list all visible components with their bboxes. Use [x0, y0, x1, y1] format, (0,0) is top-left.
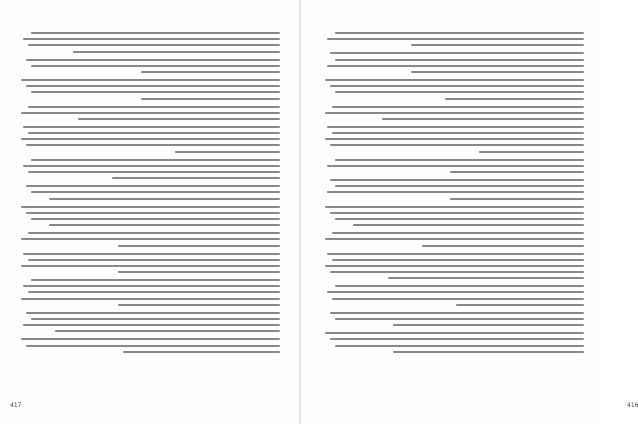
text-line: [31, 191, 280, 193]
text-line: [49, 224, 280, 226]
text-line: [332, 259, 584, 261]
text-line: [26, 212, 280, 214]
text-line: [21, 265, 280, 267]
text-line: [23, 126, 280, 128]
text-line: [49, 198, 280, 200]
text-line: [55, 330, 280, 332]
left-page-number: 417: [10, 402, 22, 409]
text-line: [141, 71, 280, 73]
text-line: [21, 138, 280, 140]
text-line: [330, 144, 584, 146]
text-line: [353, 224, 584, 226]
text-line: [23, 324, 280, 326]
text-line: [325, 332, 584, 334]
text-line: [330, 212, 584, 214]
text-line: [327, 38, 584, 40]
text-line: [327, 291, 584, 293]
text-line: [23, 165, 280, 167]
text-line: [411, 71, 584, 73]
text-line: [330, 271, 584, 273]
text-line: [450, 198, 584, 200]
text-line: [26, 85, 280, 87]
text-line: [325, 112, 584, 114]
text-line: [330, 338, 584, 340]
text-line: [31, 279, 280, 281]
text-line: [450, 171, 584, 173]
text-line: [327, 126, 584, 128]
text-line: [335, 59, 584, 61]
text-line: [118, 304, 280, 306]
text-line: [78, 118, 280, 120]
text-line: [325, 265, 584, 267]
text-line: [330, 52, 584, 54]
text-line: [141, 98, 280, 100]
text-line: [479, 151, 584, 153]
text-line: [335, 159, 584, 161]
text-line: [28, 44, 280, 46]
text-line: [332, 232, 584, 234]
text-line: [393, 324, 584, 326]
text-line: [335, 345, 584, 347]
text-line: [28, 171, 280, 173]
text-line: [28, 132, 280, 134]
text-line: [325, 206, 584, 208]
text-line: [28, 291, 280, 293]
text-line: [31, 159, 280, 161]
text-line: [456, 304, 584, 306]
text-line: [118, 271, 280, 273]
text-line: [26, 345, 280, 347]
text-line: [26, 185, 280, 187]
text-line: [31, 65, 280, 67]
text-line: [26, 144, 280, 146]
text-line: [28, 259, 280, 261]
text-line: [325, 238, 584, 240]
text-line: [31, 218, 280, 220]
text-line: [335, 318, 584, 320]
right-page: [301, 0, 638, 424]
text-line: [26, 312, 280, 314]
right-page-body-text: [322, 32, 584, 359]
text-line: [335, 218, 584, 220]
text-line: [21, 298, 280, 300]
text-line: [118, 245, 280, 247]
text-line: [332, 132, 584, 134]
text-line: [28, 232, 280, 234]
text-line: [327, 253, 584, 255]
text-line: [123, 351, 280, 353]
text-line: [21, 79, 280, 81]
text-line: [175, 151, 280, 153]
text-line: [31, 318, 280, 320]
text-line: [445, 98, 584, 100]
text-line: [335, 185, 584, 187]
text-line: [388, 277, 585, 279]
text-line: [327, 165, 584, 167]
text-line: [21, 112, 280, 114]
text-line: [31, 32, 280, 34]
text-line: [335, 285, 584, 287]
text-line: [28, 106, 280, 108]
text-line: [330, 179, 584, 181]
text-line: [112, 177, 280, 179]
text-line: [26, 59, 280, 61]
right-page-number: 416: [627, 402, 638, 409]
text-line: [422, 245, 584, 247]
text-line: [327, 65, 584, 67]
text-line: [21, 238, 280, 240]
text-line: [21, 206, 280, 208]
text-line: [332, 106, 584, 108]
text-line: [393, 351, 584, 353]
text-line: [330, 85, 584, 87]
text-line: [325, 138, 584, 140]
left-page-body-text: [18, 32, 280, 359]
text-line: [411, 44, 584, 46]
text-line: [335, 32, 584, 34]
text-line: [23, 253, 280, 255]
text-line: [327, 191, 584, 193]
text-line: [21, 338, 280, 340]
text-line: [325, 79, 584, 81]
text-line: [73, 51, 280, 53]
text-line: [335, 91, 584, 93]
text-line: [23, 38, 280, 40]
text-line: [382, 118, 584, 120]
text-line: [23, 285, 280, 287]
text-line: [332, 298, 584, 300]
text-line: [330, 312, 584, 314]
left-page: [0, 0, 299, 424]
text-line: [31, 91, 280, 93]
